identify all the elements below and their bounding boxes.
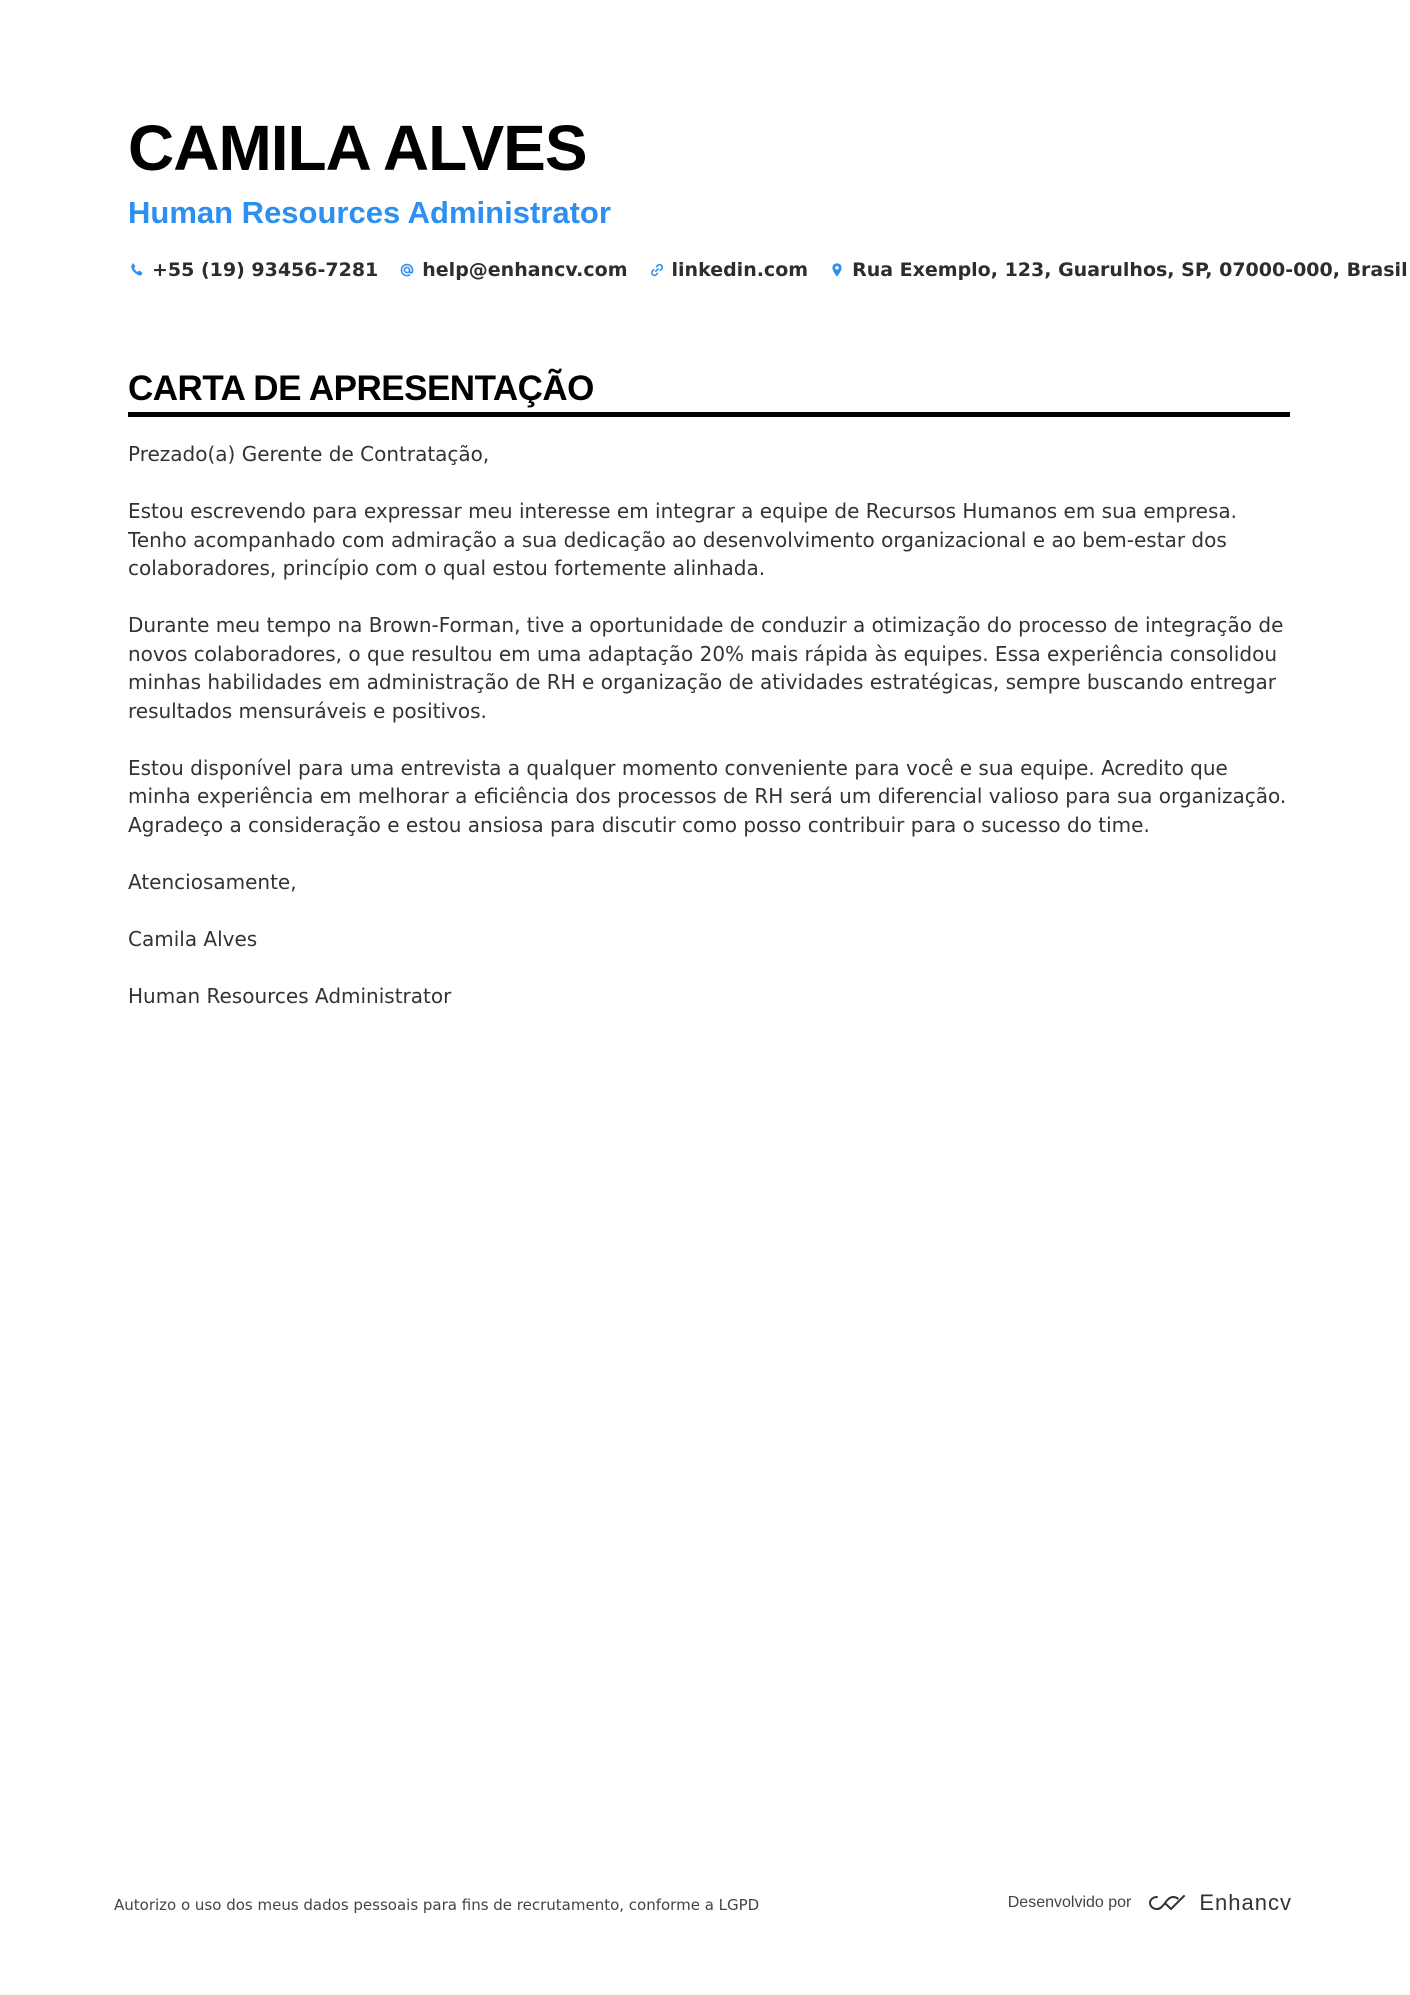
signature-title: Human Resources Administrator bbox=[128, 983, 452, 1008]
header bbox=[128, 112, 1408, 283]
phone-text: +55 (19) 93456-7281 bbox=[152, 259, 379, 281]
letter-closing: Atenciosamente, bbox=[128, 869, 297, 894]
section-title: CARTA DE APRESENTAÇÃO bbox=[128, 368, 1290, 417]
letter-paragraph: Durante meu tempo na Brown-Forman, tive a oportunidade de conduzir a otimização do processo de integração de novos colaboradores, o que resultou em uma adaptação 20% mais rápida às equipes. Essa experiência consolidou minhas habilidades em administração de RH e organização de atividades estratégicas, sempre buscando entregar resultados mensuráveis e positivos. bbox=[128, 613, 1284, 723]
job-title: Human Resources Administrator bbox=[128, 195, 611, 230]
brand-name: Enhancv bbox=[1199, 1890, 1292, 1915]
linkedin-text: linkedin.com bbox=[671, 259, 809, 281]
candidate-name: CAMILA ALVES bbox=[128, 112, 587, 184]
phone-icon bbox=[128, 261, 146, 279]
contact-phone bbox=[128, 257, 378, 283]
powered-by-label: Desenvolvido por bbox=[1007, 1894, 1132, 1911]
enhancv-logo-icon bbox=[1143, 1891, 1189, 1915]
consent-note: Autorizo o uso dos meus dados pessoais para fins de recrutamento, conforme a LGPD bbox=[114, 1896, 760, 1914]
contact-address bbox=[828, 257, 1408, 283]
at-icon bbox=[398, 261, 416, 279]
powered-by[interactable] bbox=[1008, 1890, 1292, 1916]
cover-letter-section bbox=[128, 368, 1290, 1039]
contact-email[interactable] bbox=[398, 257, 627, 283]
letter-body bbox=[128, 440, 1290, 1010]
letter-paragraph: Estou escrevendo para expressar meu interesse em integrar a equipe de Recursos Humanos em sua empresa. Tenho acompanhado com admiração a sua dedicação ao desenvolvimento organizacional e ao bem-estar dos colaboradores, princípio com o qual estou fortemente alinhada. bbox=[128, 499, 1237, 580]
contact-list bbox=[128, 257, 1408, 283]
link-icon bbox=[648, 261, 666, 279]
location-pin-icon bbox=[828, 261, 846, 279]
address-text: Rua Exemplo, 123, Guarulhos, SP, 07000-000, Brasil bbox=[852, 259, 1408, 281]
letter-greeting: Prezado(a) Gerente de Contratação, bbox=[128, 442, 490, 466]
signature-name: Camila Alves bbox=[128, 926, 258, 951]
email-text: help@enhancv.com bbox=[422, 259, 628, 281]
contact-linkedin[interactable] bbox=[648, 257, 809, 283]
letter-paragraph: Estou disponível para uma entrevista a qualquer momento conveniente para você e sua equipe. Acredito que minha experiência em melhorar a eficiência dos processos de RH será um diferencial valioso para sua organização. Agradeço a consideração e estou ansiosa para discutir como posso contribuir para o sucesso do time. bbox=[128, 755, 1287, 837]
